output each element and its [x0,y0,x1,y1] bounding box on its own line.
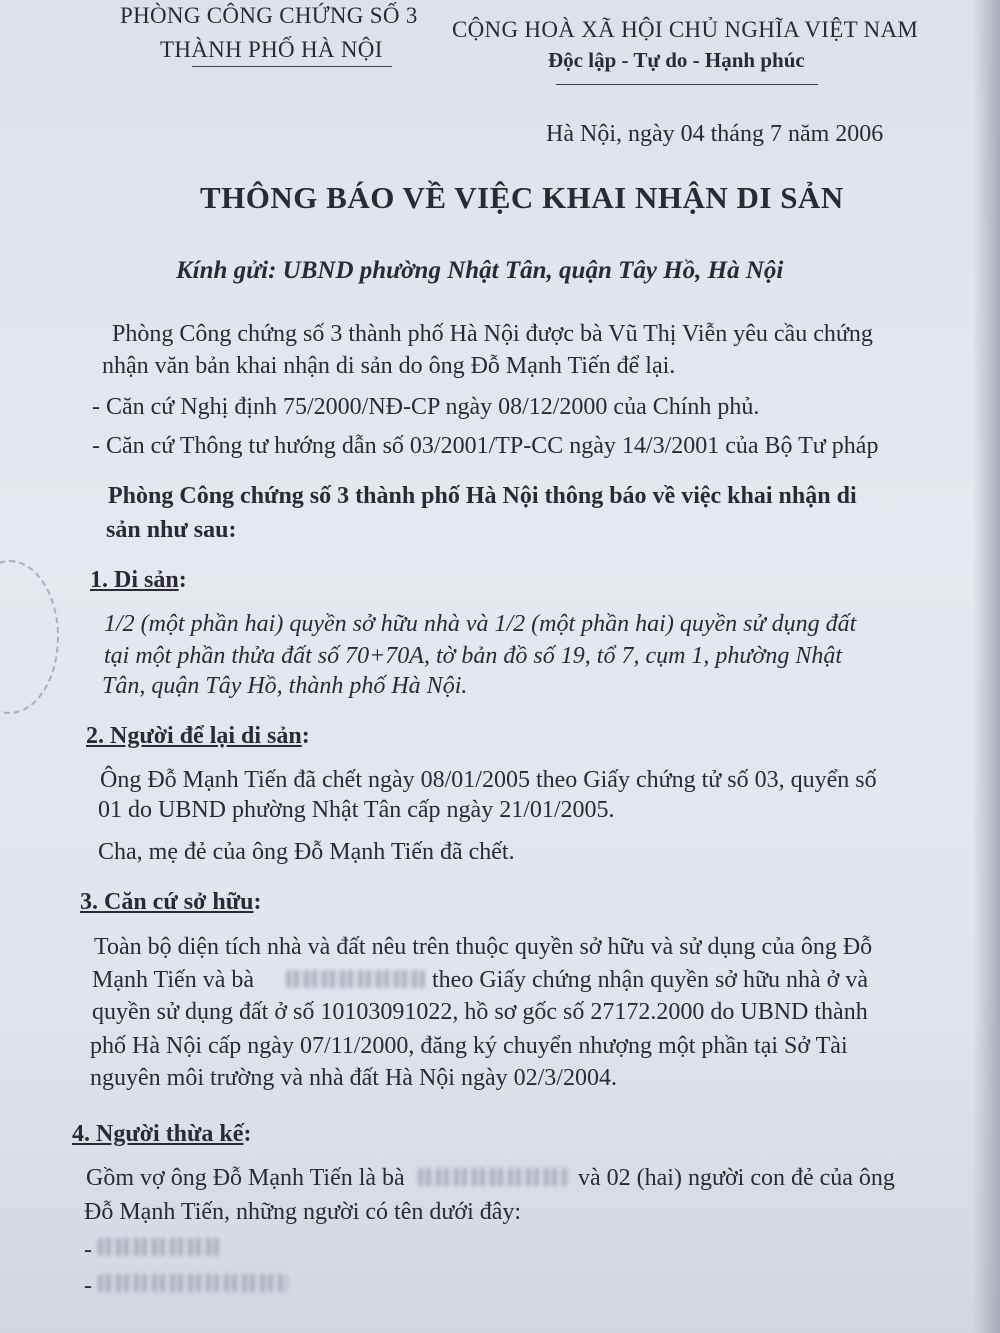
section4-line2: Đỗ Mạnh Tiến, những người có tên dưới đây: [84,1199,522,1225]
section4-line1a: Gồm vợ ông Đỗ Mạnh Tiến là bà [86,1165,405,1191]
nation-motto: Độc lập - Tự do - Hạnh phúc [548,48,805,72]
recipient-line: Kính gửi: UBND phường Nhật Tân, quận Tây Hồ, Hà Nội [176,257,784,284]
section4-heading [72,1122,251,1146]
section2-heading-text: 2. Người để lại di sản [86,723,302,749]
section2-heading [86,724,310,748]
section3-colon: : [253,889,262,915]
section2-line3: Cha, mẹ đẻ của ông Đỗ Mạnh Tiến đã chết. [98,839,515,865]
heir-bullet: - [84,1237,92,1263]
section3-heading [80,890,261,914]
motto-underline [556,84,818,85]
section2-line1: Ông Đỗ Mạnh Tiến đã chết ngày 08/01/2005 theo Giấy chứng tử số 03, quyển số [100,767,877,793]
section4-line1b: và 02 (hai) người con đẻ của ông [578,1165,895,1191]
document-title: THÔNG BÁO VỀ VIỆC KHAI NHẬN DI SẢN [200,180,844,215]
redacted-name [418,1168,568,1186]
section1-line2: tại một phần thửa đất số 70+70A, tờ bản đồ số 19, tổ 7, cụm 1, phường Nhật [104,643,842,669]
section2-colon: : [301,723,310,749]
section3-line1: Toàn bộ diện tích nhà và đất nêu trên thuộc quyền sở hữu và sử dụng của ông Đỗ [94,934,873,960]
section3-line2b: theo Giấy chứng nhận quyền sở hữu nhà ở và [432,967,868,993]
section2-line2: 01 do UBND phường Nhật Tân cấp ngày 21/01/2005. [98,797,615,823]
redacted-name [286,970,426,988]
basis-decree: - Căn cứ Nghị định 75/2000/NĐ-CP ngày 08/12/2000 của Chính phủ. [92,394,760,420]
section4-colon: : [243,1121,252,1147]
section1-heading [90,568,187,592]
date-line: Hà Nội, ngày 04 tháng 7 năm 2006 [546,121,884,147]
intro-line2: nhận văn bản khai nhận di sản do ông Đỗ Mạnh Tiến để lại. [102,353,676,379]
intro-line1: Phòng Công chứng số 3 thành phố Hà Nội được bà Vũ Thị Viễn yêu cầu chứng [112,321,873,347]
heir-bullet: - [84,1273,92,1299]
section1-heading-text: 1. Di sản [90,567,179,593]
section4-heading-text: 4. Người thừa kế [72,1121,244,1147]
redacted-heir-name [98,1238,220,1256]
org-name-line2: THÀNH PHỐ HÀ NỘI [160,37,383,62]
announce-line2: sản như sau: [106,517,237,543]
section3-heading-text: 3. Căn cứ sở hữu [80,889,254,915]
section1-colon: : [178,567,187,593]
nation-name: CỘNG HOÀ XÃ HỘI CHỦ NGHĨA VIỆT NAM [452,17,919,42]
section3-line5: nguyên môi trường và nhà đất Hà Nội ngày 02/3/2004. [90,1065,617,1091]
basis-circular: - Căn cứ Thông tư hướng dẫn số 03/2001/TP-CC ngày 14/3/2001 của Bộ Tư pháp [92,433,879,459]
org-name-line1: PHÒNG CÔNG CHỨNG SỐ 3 [120,3,418,28]
redacted-heir-name [98,1274,288,1292]
page-shadow [972,0,1000,1333]
section3-line4: phố Hà Nội cấp ngày 07/11/2000, đăng ký chuyển nhượng một phần tại Sở Tài [90,1033,848,1059]
org-underline [192,66,392,67]
section1-line3: Tân, quận Tây Hồ, thành phố Hà Nội. [102,673,468,699]
section3-line3: quyền sử dụng đất ở số 10103091022, hồ sơ gốc số 27172.2000 do UBND thành [92,999,868,1025]
section1-line1: 1/2 (một phần hai) quyền sở hữu nhà và 1/2 (một phần hai) quyền sử dụng đất [104,611,857,637]
partial-seal-stamp [0,560,59,714]
announce-line1: Phòng Công chứng số 3 thành phố Hà Nội thông báo về việc khai nhận di [108,483,857,509]
section3-line2a: Mạnh Tiến và bà [92,967,254,993]
